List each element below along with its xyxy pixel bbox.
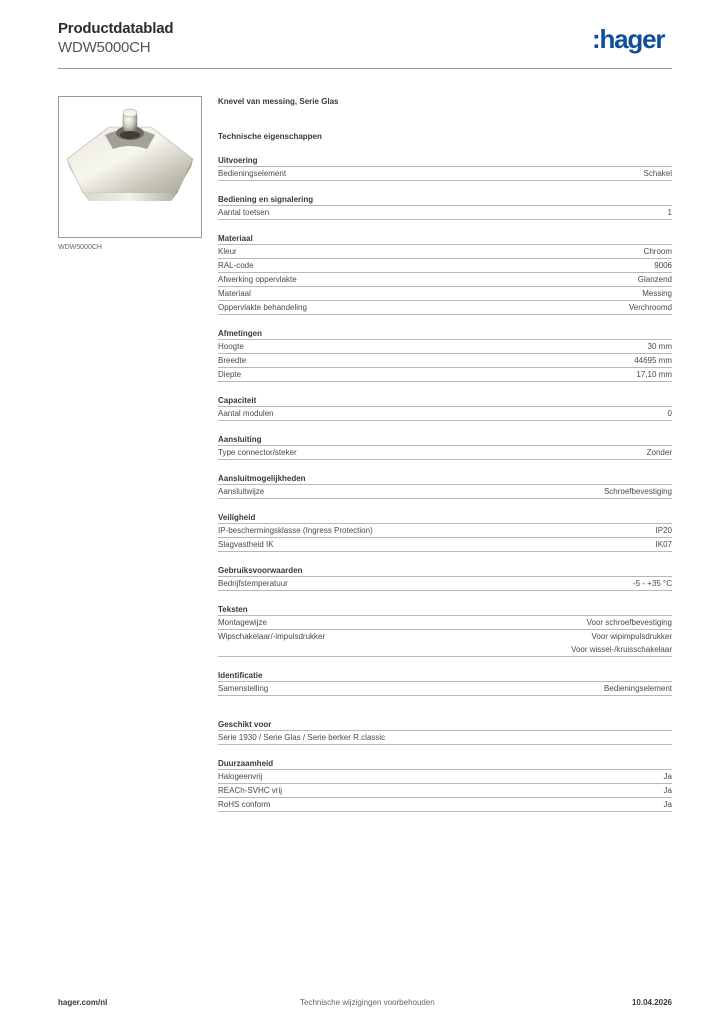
- spec-label: RoHS conform: [218, 800, 271, 809]
- spec-row: [218, 484, 672, 499]
- spec-value-line: Voor wissel-/kruisschakelaar: [571, 645, 672, 654]
- spec-value-line: Voor wipimpulsdrukker: [591, 632, 672, 641]
- spec-value: Voor schroefbevestiging: [586, 618, 672, 627]
- spec-row: [218, 783, 672, 797]
- spec-row: [218, 629, 672, 657]
- spec-value: Zonder: [646, 448, 672, 457]
- section-title: Uitvoering: [218, 156, 258, 165]
- spec-value: 0: [667, 409, 672, 418]
- spec-row: [218, 205, 672, 220]
- hager-logo: [592, 26, 664, 54]
- section-title: Identificatie: [218, 671, 263, 680]
- spec-value: Schroefbevestiging: [603, 487, 672, 496]
- section-aansluiting: [218, 435, 672, 460]
- spec-label: Breedte: [218, 356, 247, 365]
- spec-label: Bedieningselement: [218, 169, 287, 178]
- spec-label: Montagewijze: [218, 618, 267, 627]
- spec-row: [218, 258, 672, 272]
- section-gebruiksvoorwaarden: [218, 566, 672, 591]
- spec-label: Aantal toetsen: [218, 208, 270, 217]
- spec-value: Ja: [663, 786, 672, 795]
- spec-row: [218, 300, 672, 315]
- section-title: Aansluitmogelijkheden: [218, 474, 306, 483]
- product-name: Knevel van messing, Serie Glas: [218, 97, 339, 106]
- product-image: [58, 96, 202, 238]
- section-capaciteit: [218, 396, 672, 421]
- section-title: Gebruiksvoorwaarden: [218, 566, 303, 575]
- spec-label: REACh-SVHC vrij: [218, 786, 283, 795]
- spec-row: [218, 353, 672, 367]
- spec-value: IK07: [655, 540, 672, 549]
- spec-label: Aantal modulen: [218, 409, 274, 418]
- spec-label: Halogeenvrij: [218, 772, 263, 781]
- footer-website-link[interactable]: hager.com/nl: [58, 998, 108, 1007]
- image-caption: WDW5000CH: [58, 244, 102, 251]
- spec-row: [218, 166, 672, 181]
- spec-row: [218, 615, 672, 629]
- document-title: Productdatablad: [58, 20, 174, 37]
- section-title: Materiaal: [218, 234, 253, 243]
- spec-label: Slagvastheid IK: [218, 540, 274, 549]
- spec-row: [218, 445, 672, 460]
- spec-label: Bedrijfstemperatuur: [218, 579, 288, 588]
- section-identificatie: [218, 671, 672, 696]
- spec-value: 44695 mm: [634, 356, 672, 365]
- spec-row: [218, 537, 672, 552]
- section-veiligheid: [218, 513, 672, 552]
- toggle-knob-illustration: [59, 97, 201, 237]
- spec-label: Oppervlakte behandeling: [218, 303, 307, 312]
- spec-row: [218, 730, 672, 745]
- spec-value: Messing: [642, 289, 672, 298]
- spec-value: 30 mm: [647, 342, 672, 351]
- spec-row: [218, 797, 672, 812]
- spec-label: Hoogte: [218, 342, 244, 351]
- section-uitvoering: [218, 156, 672, 181]
- spec-row: [218, 244, 672, 258]
- spec-row: [218, 286, 672, 300]
- spec-label: RAL-code: [218, 261, 254, 270]
- spec-value: 1: [667, 208, 672, 217]
- spec-row: [218, 406, 672, 421]
- hager-logo-text: :hager: [592, 24, 665, 54]
- spec-label: Wipschakelaar/-impulsdrukker: [218, 632, 326, 641]
- footer-date: 10.04.2026: [631, 998, 672, 1007]
- section-afmetingen: [218, 329, 672, 382]
- section-title: Aansluiting: [218, 435, 262, 444]
- spec-row: [218, 339, 672, 353]
- spec-label: Kleur: [218, 247, 237, 256]
- spec-label: IP-beschermingsklasse (Ingress Protection): [218, 526, 373, 535]
- spec-value: Verchroomd: [628, 303, 672, 312]
- section-duurzaamheid: [218, 759, 672, 812]
- spec-value: -5 - +35 °C: [633, 579, 672, 588]
- spec-row: [218, 681, 672, 696]
- section-title: Afmetingen: [218, 329, 262, 338]
- section-title: Capaciteit: [218, 396, 257, 405]
- spec-label: Diepte: [218, 370, 242, 379]
- spec-label: Materiaal: [218, 289, 251, 298]
- spec-value: Ja: [663, 800, 672, 809]
- section-aansluitmogelijkheden: [218, 474, 672, 499]
- spec-value: 9006: [654, 261, 672, 270]
- product-code: WDW5000CH: [58, 39, 151, 56]
- spec-heading: Technische eigenschappen: [218, 132, 322, 141]
- section-title: Geschikt voor: [218, 720, 272, 729]
- spec-label: Samenstelling: [218, 684, 269, 693]
- spec-value: Ja: [663, 772, 672, 781]
- section-title: Duurzaamheid: [218, 759, 274, 768]
- spec-row: [218, 523, 672, 537]
- section-title: Veiligheid: [218, 513, 256, 522]
- spec-value: 17,10 mm: [636, 370, 672, 379]
- section-title: Teksten: [218, 605, 248, 614]
- spec-value: Bedieningselement: [603, 684, 672, 693]
- section-bediening: [218, 195, 672, 220]
- section-title: Bediening en signalering: [218, 195, 314, 204]
- spec-row: [218, 576, 672, 591]
- spec-value: IP20: [655, 526, 672, 535]
- spec-value: Schakel: [643, 169, 672, 178]
- spec-value: Glanzend: [637, 275, 672, 284]
- spec-value: Chroom: [643, 247, 672, 256]
- spec-label: Aansluitwijze: [218, 487, 265, 496]
- spec-label: Type connector/steker: [218, 448, 297, 457]
- spec-label: Serie 1930 / Serie Glas / Serie berker R.classic: [218, 733, 386, 742]
- spec-content: [218, 96, 672, 812]
- spec-label: Afwerking oppervlakte: [218, 275, 297, 284]
- spec-value-multiline: [571, 630, 672, 656]
- section-geschikt-voor: [218, 720, 672, 745]
- document-header: [58, 20, 173, 57]
- section-materiaal: [218, 234, 672, 315]
- spec-row: [218, 769, 672, 783]
- header-divider: [58, 68, 672, 69]
- section-teksten: [218, 605, 672, 657]
- footer-disclaimer: Technische wijzigingen voorbehouden: [300, 998, 435, 1007]
- spec-row: [218, 367, 672, 382]
- spec-row: [218, 272, 672, 286]
